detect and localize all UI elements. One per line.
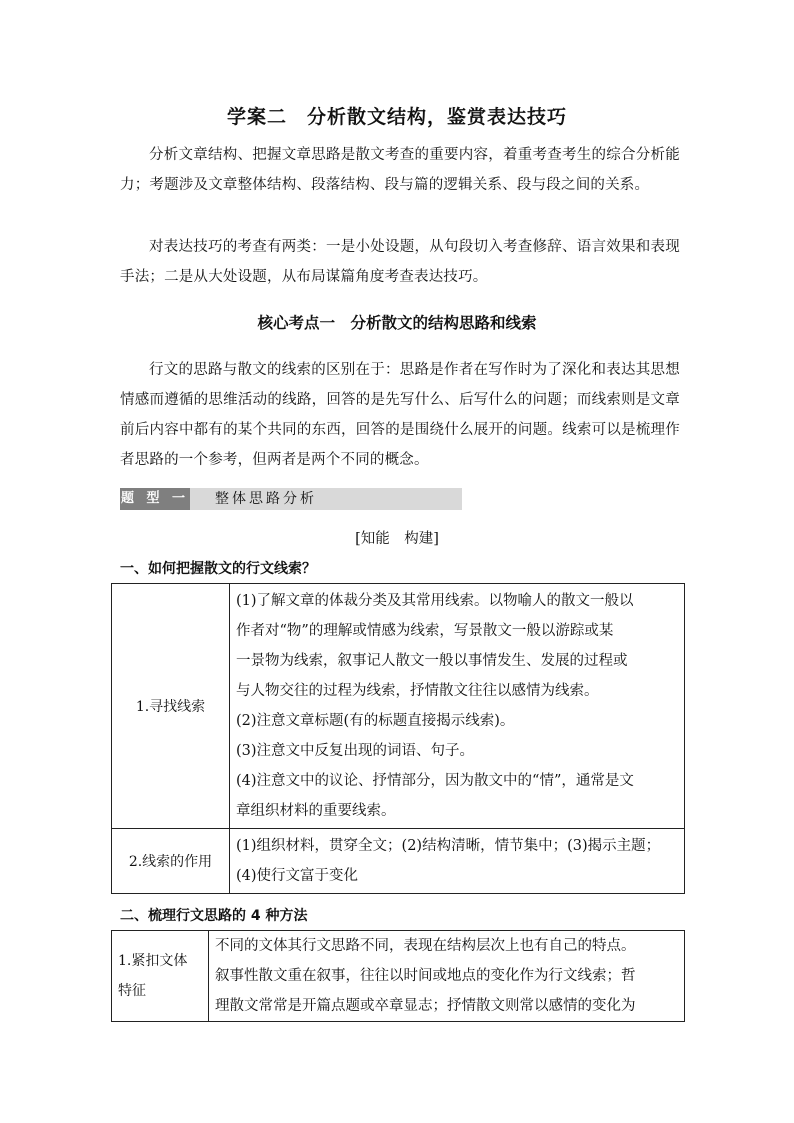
row-line: (4)注意文中的议论、抒情部分，因为散文中的“情”，通常是文 bbox=[236, 773, 634, 789]
row-label-line: 1.紧扣文体 bbox=[118, 953, 188, 969]
question-type-bar bbox=[120, 488, 462, 510]
question-type-text: 整体思路分析 bbox=[215, 491, 317, 507]
row-line: (4)使行文富于变化 bbox=[236, 868, 359, 884]
intro-paragraph-1: 分析文章结构、把握文章思路是散文考查的重要内容，着重考查考生的综合分析能力；考题涉及文章整体结构、段落结构、段与篇的逻辑关系、段与段之间的关系。 bbox=[120, 147, 680, 193]
row-label bbox=[112, 931, 209, 1022]
row-label: 1.寻找线索 bbox=[112, 584, 230, 829]
intro-paragraph-2: 对表达技巧的考查有两类：一是小处设题，从句段切入考查修辞、语言效果和表现手法；二是从大处设题，从布局谋篇角度考查表达技巧。 bbox=[120, 239, 680, 285]
row-line: 理散文常常是开篇点题或卒章显志；抒情散文则常以感情的变化为 bbox=[215, 998, 636, 1014]
row-line: 一景物为线索，叙事记人散文一般以事情发生、发展的过程或 bbox=[236, 653, 628, 669]
knowledge-label: [知能 构建] bbox=[355, 531, 439, 547]
row-content bbox=[209, 931, 685, 1022]
row-label: 2.线索的作用 bbox=[112, 829, 230, 894]
core-paragraph: 行文的思路与散文的线索的区别在于：思路是作者在写作时为了深化和表达其思想情感而遵循的思维活动的线路，回答的是先写什么、后写什么的问题；而线索则是文章前后内容中都有的某个共同的东西，回答的是围绕什么展开的问题。线索可以是梳理作者思路的一个参考，但两者是两个不同的概念。 bbox=[120, 362, 680, 468]
method-table bbox=[111, 930, 685, 1022]
row-line: (3)注意文中反复出现的词语、句子。 bbox=[236, 743, 475, 759]
row-content bbox=[230, 829, 685, 894]
row-line: (2)注意文章标题(有的标题直接揭示线索)。 bbox=[236, 713, 515, 729]
row-label-line: 特征 bbox=[118, 983, 146, 999]
row-line: (1)组织材料，贯穿全文；(2)结构清晰，情节集中；(3)揭示主题； bbox=[236, 838, 661, 854]
row-line: (1)了解文章的体裁分类及其常用线索。以物喻人的散文一般以 bbox=[236, 593, 634, 609]
table-row bbox=[112, 584, 685, 829]
row-line: 叙事性散文重在叙事，往往以时间或地点的变化作为行文线索；哲 bbox=[215, 968, 636, 984]
table-row bbox=[112, 829, 685, 894]
core-heading: 核心考点一 分析散文的结构思路和线索 bbox=[257, 314, 537, 332]
row-line: 不同的文体其行文思路不同，表现在结构层次上也有自己的特点。 bbox=[215, 938, 636, 954]
page-title: 学案二 分析散文结构，鉴赏表达技巧 bbox=[226, 106, 567, 128]
question-type-tag: 题 型 一 bbox=[120, 488, 190, 510]
section-2-heading: 二、梳理行文思路的 4 种方法 bbox=[120, 908, 308, 924]
row-line: 作者对“物”的理解或情感为线索，写景散文一般以游踪或某 bbox=[236, 623, 614, 639]
row-line: 章组织材料的重要线索。 bbox=[236, 803, 396, 819]
row-line: 与人物交往的过程为线索，抒情散文往往以感情为线索。 bbox=[236, 683, 599, 699]
table-row bbox=[112, 931, 685, 1022]
clue-table bbox=[111, 583, 685, 894]
section-1-heading: 一、如何把握散文的行文线索？ bbox=[120, 561, 316, 577]
row-content bbox=[230, 584, 685, 829]
